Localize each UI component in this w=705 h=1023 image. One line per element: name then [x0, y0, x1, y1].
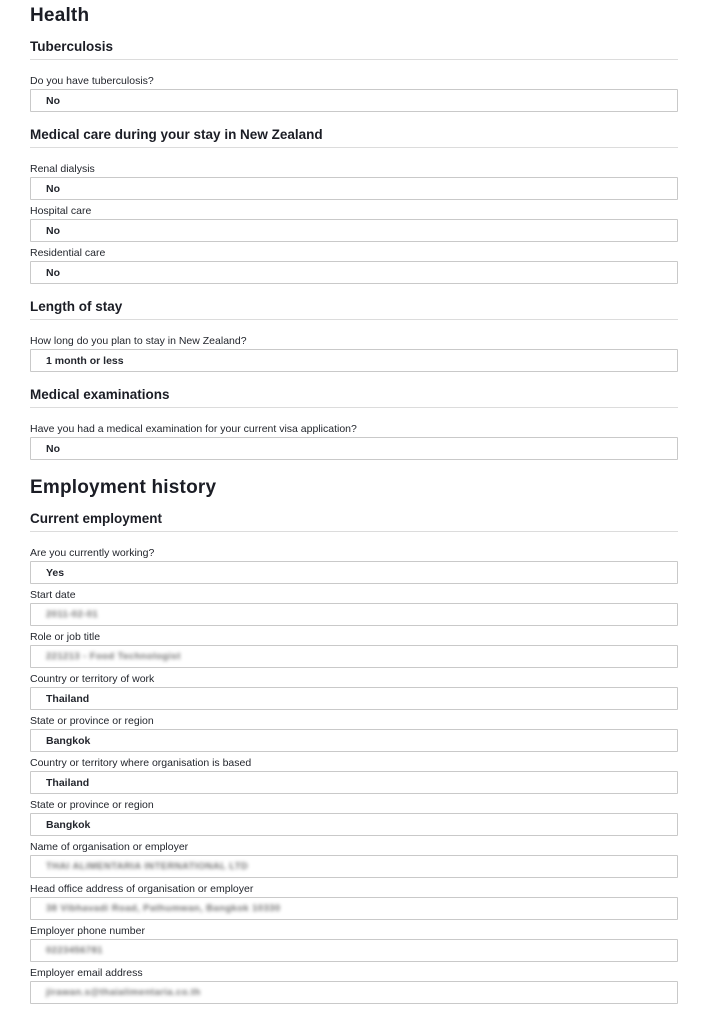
field-value: 38 Vibhavadi Road, Pathumwan, Bangkok 10330 [46, 903, 281, 914]
section-title: Health [30, 5, 90, 26]
field-value: Thailand [46, 692, 90, 705]
form-subsection [30, 39, 678, 117]
field-label: Employer phone number [30, 925, 145, 937]
field-list [30, 532, 678, 1004]
field-label: Name of organisation or employer [30, 841, 189, 853]
field-value-box[interactable] [30, 687, 678, 710]
field-value-box[interactable] [30, 89, 678, 112]
section-title: Employment history [30, 477, 217, 498]
subsection-heading: Medical care during your stay in New Zealand [30, 127, 678, 148]
field-value: Yes [46, 566, 65, 579]
form-field [30, 841, 678, 878]
field-label: Are you currently working? [30, 547, 155, 559]
subsection-heading: Length of stay [30, 299, 678, 320]
field-value-box[interactable] [30, 561, 678, 584]
field-label: Role or job title [30, 631, 101, 643]
field-label: State or province or region [30, 715, 154, 727]
field-label: Renal dialysis [30, 163, 95, 175]
field-value-box[interactable] [30, 219, 678, 242]
field-list [30, 148, 678, 284]
field-value-box[interactable] [30, 981, 678, 1004]
field-label: Employer email address [30, 967, 143, 979]
form-subsection [30, 299, 678, 377]
form-field [30, 163, 678, 200]
field-value: 221213 - Food Technologist [46, 651, 181, 662]
field-value: No [46, 94, 60, 107]
field-value: jirawan.s@thaialimentaria.co.th [46, 987, 201, 998]
form-subsection [30, 387, 678, 465]
form-field [30, 547, 678, 584]
field-value: Bangkok [46, 818, 91, 831]
form-subsection [30, 511, 678, 1009]
field-label: How long do you plan to stay in New Zealand? [30, 335, 247, 347]
field-value-box[interactable] [30, 729, 678, 752]
field-label: Do you have tuberculosis? [30, 75, 154, 87]
form-field [30, 757, 678, 794]
field-value-box[interactable] [30, 813, 678, 836]
field-label: Residential care [30, 247, 106, 259]
form-field [30, 631, 678, 668]
field-label: Have you had a medical examination for your current visa application? [30, 423, 357, 435]
form-field [30, 205, 678, 242]
form-field [30, 423, 678, 460]
field-value-box[interactable] [30, 177, 678, 200]
field-value-box[interactable] [30, 437, 678, 460]
form-field [30, 925, 678, 962]
field-label: State or province or region [30, 799, 154, 811]
subsection-heading: Medical examinations [30, 387, 678, 408]
form-subsection [30, 127, 678, 289]
subsection-heading: Current employment [30, 511, 678, 532]
field-value-box[interactable] [30, 939, 678, 962]
field-value: Thailand [46, 776, 90, 789]
form-field [30, 589, 678, 626]
field-value: 0223456781 [46, 945, 103, 956]
field-value-box[interactable] [30, 261, 678, 284]
field-value-box[interactable] [30, 349, 678, 372]
field-value-box[interactable] [30, 897, 678, 920]
field-list [30, 320, 678, 372]
subsection-heading: Tuberculosis [30, 39, 678, 60]
field-value: No [46, 182, 60, 195]
field-value-box[interactable] [30, 855, 678, 878]
field-value: 2011-02-01 [46, 609, 99, 620]
field-list [30, 408, 678, 460]
form-field [30, 335, 678, 372]
field-value-box[interactable] [30, 603, 678, 626]
field-value-box[interactable] [30, 645, 678, 668]
form-field [30, 715, 678, 752]
field-value: Bangkok [46, 734, 91, 747]
form-field [30, 247, 678, 284]
form-field [30, 673, 678, 710]
form-field [30, 967, 678, 1004]
field-value-box[interactable] [30, 771, 678, 794]
form-field [30, 883, 678, 920]
form-section [30, 5, 678, 465]
form-field [30, 75, 678, 112]
field-label: Start date [30, 589, 76, 601]
field-list [30, 60, 678, 112]
field-value: THAI ALIMENTARIA INTERNATIONAL LTD [46, 861, 249, 872]
field-label: Country or territory of work [30, 673, 155, 685]
field-label: Country or territory where organisation is based [30, 757, 252, 769]
form-field [30, 799, 678, 836]
field-label: Head office address of organisation or employer [30, 883, 254, 895]
field-value: No [46, 224, 60, 237]
field-value: 1 month or less [46, 354, 124, 367]
field-value: No [46, 266, 60, 279]
field-value: No [46, 442, 60, 455]
field-label: Hospital care [30, 205, 92, 217]
form-section [30, 465, 678, 1009]
